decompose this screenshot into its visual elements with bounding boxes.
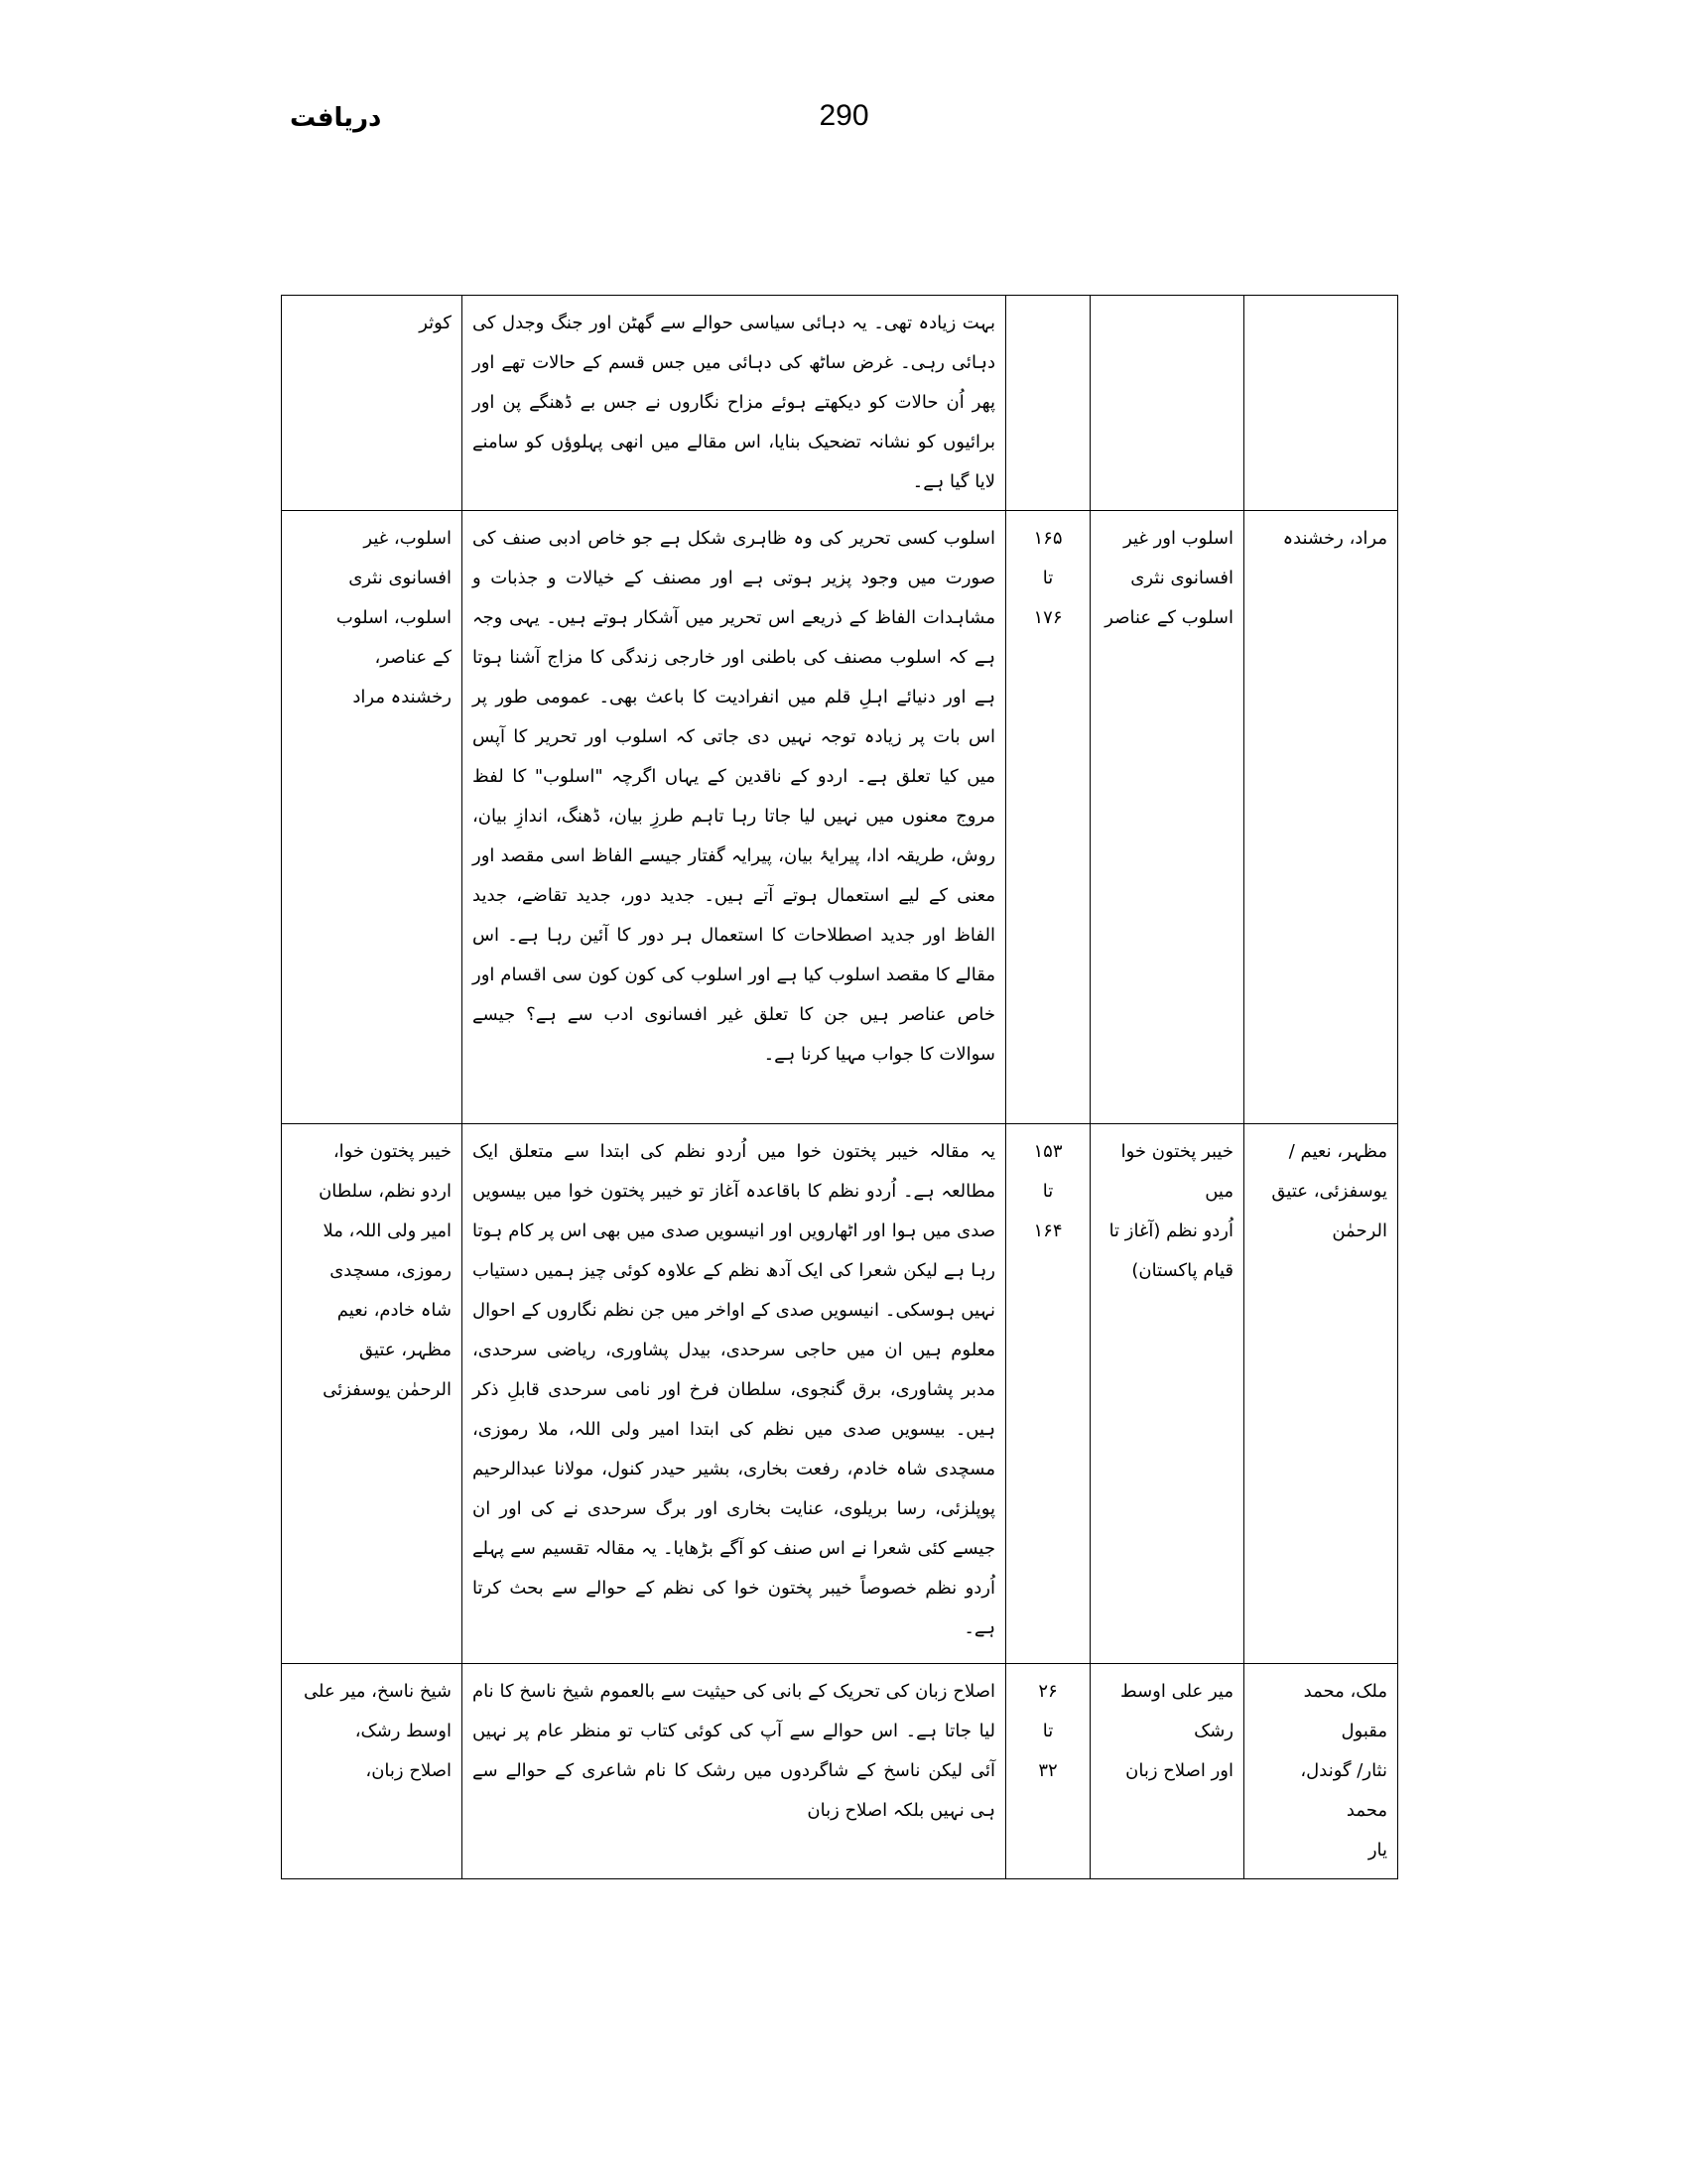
page-start: ۱۶۵ [1033,528,1063,549]
page-number: 290 [819,99,869,132]
title-cell [1091,1124,1244,1664]
keyword-line: شیخ ناسخ، میر علی [303,1681,452,1702]
title-cell [1091,1664,1244,1879]
keyword-line: کے عناصر، [374,647,452,668]
keyword-line: خیبر پختون خوا، [332,1141,452,1162]
author-line: یوسفزئی، عتیق [1271,1181,1387,1202]
page-end: ۱۶۴ [1033,1220,1063,1241]
title-cell [1091,511,1244,1124]
title-cell [1091,296,1244,511]
summary-cell: یہ مقالہ خیبر پختون خوا میں اُردو نظم کی ابتدا سے متعلق ایک مطالعہ ہے۔ اُردو نظم کا باقاعدہ آغاز تو خیبر پختون خوا میں بیسویں صدی میں ہوا اور اٹھارویں اور انیسویں صدی میں بھی اس پر کام ہوتا رہا ہے لیکن شعرا کی ایک آدھ نظم کے علاوہ کوئی چیز ہمیں دستیاب نہیں ہوسکی۔ انیسویں صدی کے اواخر میں جن نظم نگاروں کے احوال معلوم ہیں ان میں حاجی سرحدی، بیدل پشاوری، ریاضی سرحدی، مدبر پشاوری، برق گنجوی، سلطان فرخ اور نامی سرحدی قابلِ ذکر ہیں۔ بیسویں صدی میں نظم کی ابتدا امیر ولی اللہ، ملا رموزی، مسچدی شاہ خادم، رفعت بخاری، بشیر حیدر کنول، مولانا عبدالرحیم پوپلزئی، رسا بریلوی، عنایت بخاری اور برگ سرحدی نے کی اور ان جیسے کئی شعرا نے اس صنف کو آگے بڑھایا۔ یہ مقالہ تقسیم سے پہلے اُردو نظم خصوصاً خیبر پختون خوا کی نظم کے حوالے سے بحث کرتا ہے۔ [462,1124,1006,1664]
keyword-line: رموزی، مسچدی [329,1260,452,1281]
keyword-line: اردو نظم، سلطان [319,1181,452,1202]
pages-cell [1006,511,1091,1124]
page-sep: تا [1042,568,1054,588]
table-row [282,511,1398,1124]
title-line: میر علی اوسط رشک [1119,1681,1234,1741]
title-line: اُردو نظم (آغاز تا [1108,1220,1234,1241]
author-cell [1244,296,1398,511]
page-end: ۱۷۶ [1033,607,1063,628]
keyword-line: مظہر، عتیق [358,1340,452,1360]
title-line: خیبر پختون خوا میں [1120,1141,1234,1202]
pages-cell [1006,296,1091,511]
keyword-line: الرحمٰن یوسفزئی [323,1379,452,1400]
keywords-cell [282,296,462,511]
title-line: اسلوب اور غیر [1123,528,1234,549]
keyword-line: کوثر [419,313,452,333]
keyword-line: اسلوب، غیر [363,528,452,549]
author-line: ملک، محمد مقبول [1303,1681,1387,1741]
page-end: ۳۲ [1038,1760,1058,1781]
table-row [282,296,1398,511]
title-line: اسلوب کے عناصر [1104,607,1234,628]
page-sep: تا [1042,1721,1054,1741]
pages-cell [1006,1664,1091,1879]
keywords-cell [282,1664,462,1879]
summary-cell: بہت زیادہ تھی۔ یہ دہائی سیاسی حوالے سے گھٹن اور جنگ وجدل کی دہائی رہی۔ غرض ساٹھ کی دہائی میں جس قسم کے حالات تھے اور پھر اُن حالات کو دیکھتے ہوئے مزاح نگاروں نے جس بے ڈھنگے پن اور برائیوں کو نشانہ تضحیک بنایا، اس مقالے میں انھی پہلوؤں کو سامنے لایا گیا ہے۔ [462,296,1006,511]
keywords-cell [282,511,462,1124]
keyword-line: اوسط رشک، [354,1721,452,1741]
table-row [282,1124,1398,1664]
journal-title: دریافت [290,103,382,133]
author-line: الرحمٰن [1332,1220,1387,1241]
author-line: یار [1367,1840,1387,1861]
keyword-line: اسلوب، اسلوب [335,607,452,628]
keyword-line: افسانوی نثری [348,568,452,588]
keyword-line: شاہ خادم، نعیم [336,1300,452,1321]
author-line: مظہر، نعیم / [1288,1141,1387,1162]
keyword-line: امیر ولی اللہ، ملا [323,1220,452,1241]
title-line: قیام پاکستان) [1131,1260,1234,1281]
keyword-line: اصلاح زبان، [365,1760,452,1781]
pages-cell [1006,1124,1091,1664]
page-start: ۱۵۳ [1033,1141,1063,1162]
table-row [282,1664,1398,1879]
author-cell [1244,1664,1398,1879]
page-sep: تا [1042,1181,1054,1202]
title-line: اور اصلاح زبان [1125,1760,1234,1781]
summary-cell: اسلوب کسی تحریر کی وہ ظاہری شکل ہے جو خاص ادبی صنف کی صورت میں وجود پزیر ہوتی ہے اور مصنف کے خیالات و جذبات و مشاہدات الفاظ کے ذریعے اس تحریر میں آشکار ہوتے ہیں۔ یہی وجہ ہے کہ اسلوب مصنف کی باطنی اور خارجی زندگی کا مزاج آشنا ہوتا ہے اور دنیائے اہلِ قلم میں انفرادیت کا باعث بھی۔ عمومی طور پر اس بات پر زیادہ توجہ نہیں دی جاتی کہ اسلوب اور تحریر کا آپس میں کیا تعلق ہے۔ اردو کے ناقدین کے یہاں اگرچہ "اسلوب" کا لفظ مروج معنوں میں نہیں لیا جاتا رہا تاہم طرزِ بیان، ڈھنگ، اندازِ بیان، روش، طریقہ ادا، پیرایۂ بیان، پیرایہ گفتار جیسے الفاظ اسی مقصد اور معنی کے لیے استعمال ہوتے آتے ہیں۔ جدید دور، جدید تقاضے، جدید الفاظ اور جدید اصطلاحات کا استعمال ہر دور کا آئین رہا ہے۔ اس مقالے کا مقصد اسلوب کیا ہے اور اسلوب کی کون کون سی اقسام اور خاص عناصر ہیں جن کا تعلق غیر افسانوی ادب سے ہے؟ جیسے سوالات کا جواب مہیا کرنا ہے۔ [462,511,1006,1124]
page-start: ۲۶ [1038,1681,1058,1702]
keywords-cell [282,1124,462,1664]
author-cell [1244,1124,1398,1664]
index-table [281,295,1398,1879]
author-line: نثار/ گوندل، محمد [1300,1760,1387,1821]
summary-cell: اصلاح زبان کی تحریک کے بانی کی حیثیت سے بالعموم شیخ ناسخ کا نام لیا جاتا ہے۔ اس حوالے سے آپ کی کوئی کتاب تو منظر عام پر نہیں آئی لیکن ناسخ کے شاگردوں میں رشک کا نام شاعری کے حوالے سے ہی نہیں بلکہ اصلاح زبان [462,1664,1006,1879]
author-cell: مراد، رخشندہ [1244,511,1398,1124]
keyword-line: رخشندہ مراد [352,687,452,707]
title-line: افسانوی نثری [1130,568,1234,588]
